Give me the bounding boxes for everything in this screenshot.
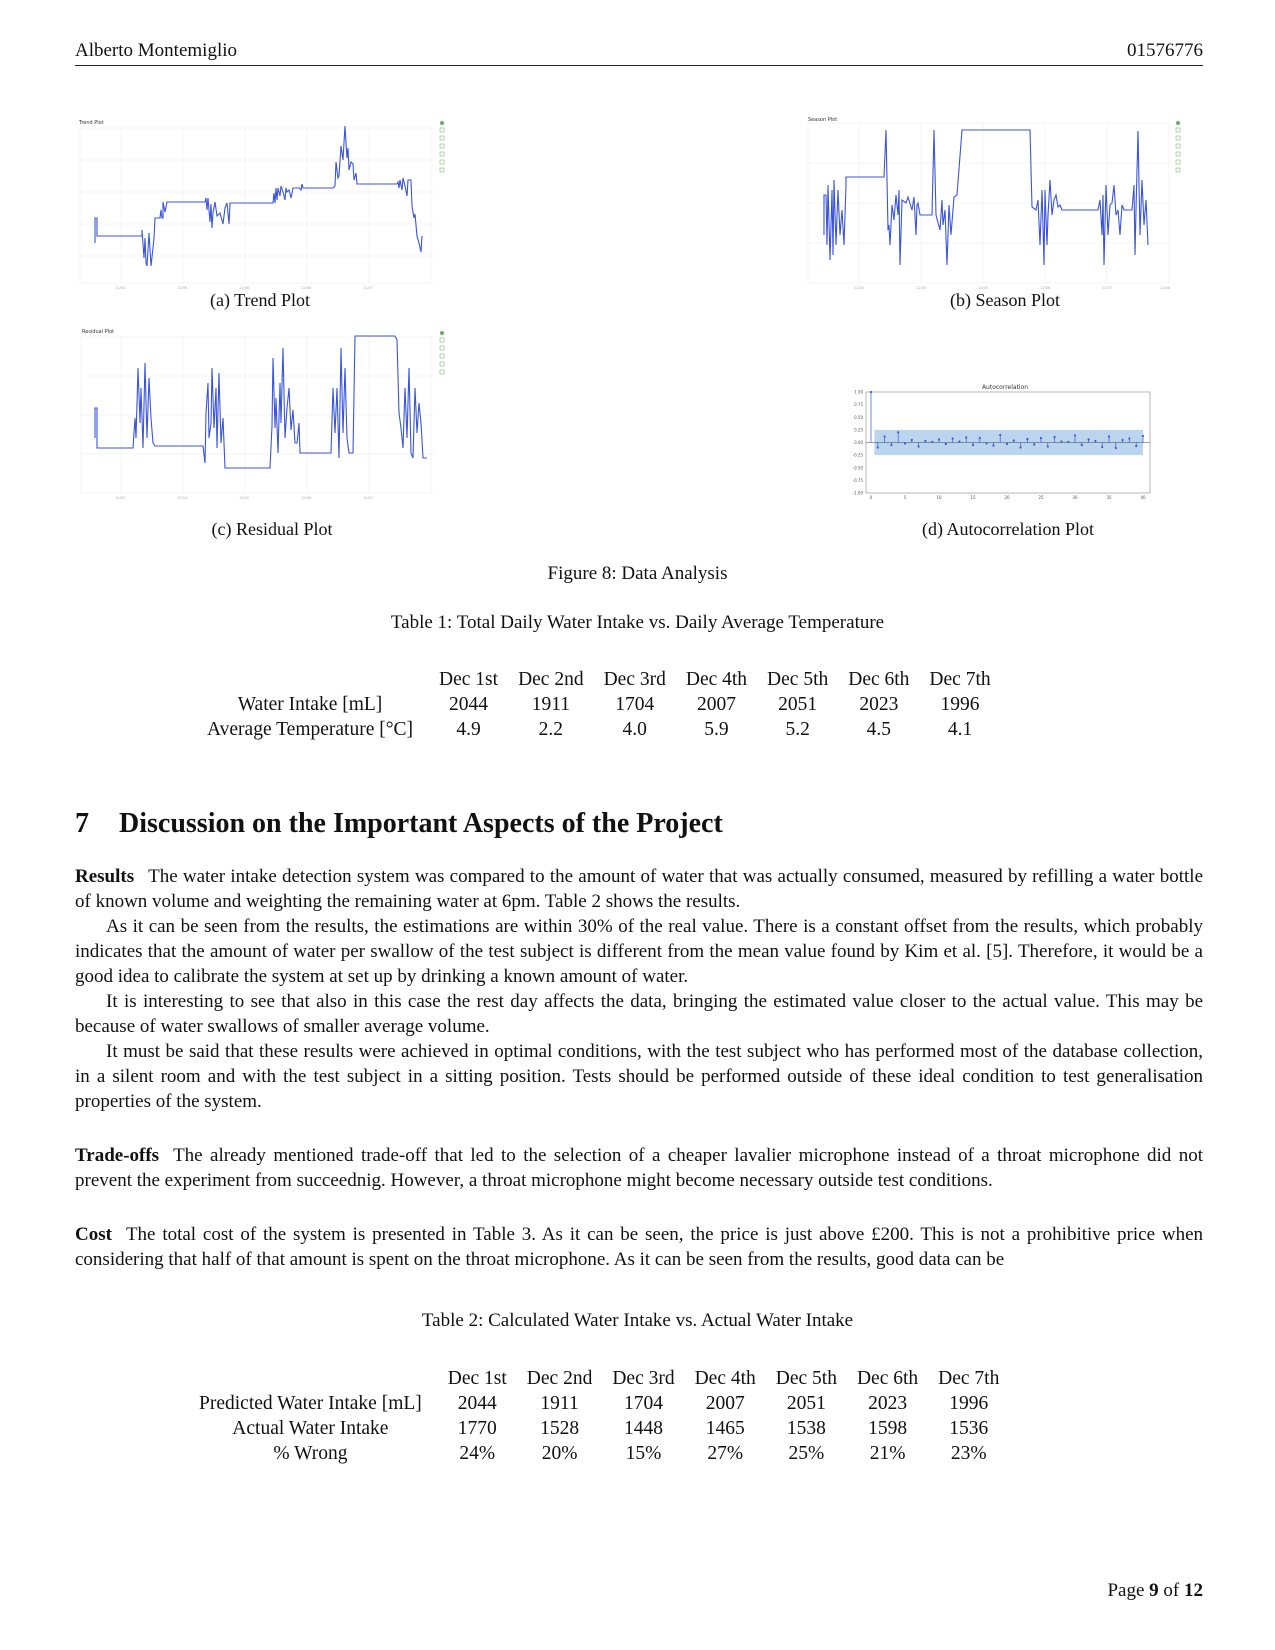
acf-point: [1067, 441, 1069, 443]
acf-xtick-label: 0: [869, 495, 873, 500]
table-cell: 1770: [457, 1418, 497, 1439]
caption-autocorrelation-plot: (d) Autocorrelation Plot: [922, 519, 1094, 539]
acf-point: [931, 441, 933, 443]
svg-text:12/06: 12/06: [301, 496, 312, 500]
acf-point: [904, 442, 906, 444]
acf-point: [1033, 443, 1035, 445]
table-cell: 15%: [625, 1443, 662, 1464]
acf-xtick-label: 30: [1072, 495, 1078, 500]
table-cell: 2007: [696, 694, 736, 715]
table-row: [189, 1441, 1009, 1466]
table-cell: 21%: [869, 1443, 906, 1464]
acf-point: [884, 435, 886, 437]
acf-point: [1128, 437, 1130, 439]
section-heading: [75, 808, 723, 840]
acf-point: [1040, 437, 1042, 439]
table-cell: 1465: [705, 1418, 745, 1439]
table-cell: 1704: [615, 694, 655, 715]
acf-xtick-label: 10: [936, 495, 942, 500]
acf-ytick-label: -0.50: [852, 465, 863, 471]
cost-text: The total cost of the system is presented in Table 3. As it can be seen, the price is just above £200. This is not a prohibitive price when considering that half of that amount is spent on the throat microphone. As it can be seen from the results, good data can be: [75, 1224, 1203, 1270]
acf-point: [979, 437, 981, 439]
table1-col-header: Dec 1st: [439, 669, 499, 690]
table2-col-header: Dec 1st: [447, 1368, 507, 1389]
results-text-4: It must be said that these results were achieved in optimal conditions, with the test subject who has performed most of the database collection, in a silent room and with the test subject in a sitting position. Tests should be performed outside of these ideal condition to test generalisation properties of the system.: [75, 1041, 1203, 1112]
acf-point: [1122, 439, 1124, 441]
residual-plot-title: Residual Plot: [82, 329, 115, 335]
page-number: [1107, 1580, 1203, 1602]
acf-point: [1088, 438, 1090, 440]
acf-point: [992, 444, 994, 446]
table2-col-header: Dec 6th: [856, 1368, 919, 1389]
acf-point: [986, 442, 988, 444]
section-title: Discussion on the Important Aspects of the Project: [119, 808, 723, 839]
acf-point: [952, 437, 954, 439]
header-rule: [75, 65, 1203, 66]
table-cell: 1911: [540, 1393, 579, 1414]
svg-text:12/04: 12/04: [177, 496, 188, 500]
acf-ytick-label: -0.75: [852, 477, 863, 483]
acf-point: [972, 444, 974, 446]
table-cell: 2023: [868, 1393, 908, 1414]
table1-col-header: Dec 6th: [848, 669, 910, 690]
table2-row-label: Actual Water Intake: [232, 1418, 389, 1439]
table1-header-row: [197, 667, 1001, 692]
table2-col-header: Dec 2nd: [526, 1368, 593, 1389]
acf-ytick-label: 0.00: [854, 440, 863, 445]
acf-point: [1006, 443, 1008, 445]
table-cell: 1448: [623, 1418, 663, 1439]
table-cell: 4.1: [947, 719, 973, 740]
table-cell: 5.2: [785, 719, 810, 740]
acf-point: [924, 440, 926, 442]
table1-col-header: Dec 7th: [929, 669, 991, 690]
results-text-1: The water intake detection system was compared to the amount of water that was actually consumed, measured by refilling a water bottle of known volume and weighting the remaining water at 6pm. Table 2 shows the results.: [75, 866, 1203, 912]
table2-row-label: Predicted Water Intake [mL]: [199, 1393, 422, 1414]
table1-col-header: Dec 4th: [685, 669, 748, 690]
table2-col-header: Dec 4th: [694, 1368, 756, 1389]
table-cell: 24%: [459, 1443, 496, 1464]
acf-point: [1054, 436, 1056, 438]
svg-text:12/07: 12/07: [1102, 286, 1113, 290]
table-cell: 2044: [449, 694, 489, 715]
acf-point: [1142, 435, 1144, 437]
table-cell: 1538: [786, 1418, 826, 1439]
svg-text:12/05: 12/05: [978, 286, 989, 290]
table-cell: 4.5: [866, 719, 892, 740]
svg-text:12/08: 12/08: [1160, 286, 1171, 290]
table-cell: 1528: [540, 1418, 580, 1439]
svg-text:12/06: 12/06: [177, 286, 188, 290]
acf-point: [1108, 435, 1110, 437]
table-cell: 1996: [940, 694, 980, 715]
table1-row-label: Average Temperature [°C]: [207, 719, 414, 740]
table-row: [197, 692, 1001, 717]
acf-ytick-label: 0.25: [854, 427, 863, 433]
acf-xtick-label: 35: [1106, 495, 1112, 500]
table-cell: 1996: [949, 1393, 989, 1414]
acf-point: [1047, 445, 1049, 447]
acf-title: Autocorrelation: [981, 384, 1029, 391]
table-cell: 2044: [457, 1393, 497, 1414]
trend-plot: [75, 118, 465, 293]
acf-point: [1115, 447, 1117, 449]
svg-text:12/06: 12/06: [301, 286, 312, 290]
header-student-id: 01576776: [1127, 40, 1203, 61]
acf-point: [897, 431, 899, 433]
table2-corner: [189, 1366, 438, 1391]
season-plot: [802, 115, 1192, 290]
acf-xtick-label: 40: [1140, 495, 1146, 500]
table-cell: 2023: [859, 694, 899, 715]
svg-text:12/07: 12/07: [363, 286, 374, 290]
trend-plot-title: Trend Plot: [79, 120, 104, 126]
table-cell: 23%: [950, 1443, 987, 1464]
season-plot-title: Season Plot: [808, 117, 838, 123]
table-cell: 1911: [531, 694, 570, 715]
acf-point: [945, 443, 947, 445]
residual-plot: [75, 328, 465, 503]
table1-col-header: Dec 2nd: [518, 669, 584, 690]
table1-caption: Table 1: Total Daily Water Intake vs. Daily Average Temperature: [390, 612, 885, 633]
acf-point: [1026, 438, 1028, 440]
page-current: 9: [1149, 1580, 1159, 1601]
svg-text:12/05: 12/05: [239, 496, 250, 500]
acf-point: [1013, 439, 1015, 441]
acf-point: [1135, 445, 1137, 447]
table1-col-header: Dec 5th: [767, 669, 829, 690]
table-cell: 5.9: [704, 719, 729, 740]
results-label: Results: [75, 866, 135, 887]
svg-text:12/06: 12/06: [239, 286, 250, 290]
table2-col-header: Dec 5th: [775, 1368, 837, 1389]
page-of: of: [1163, 1580, 1180, 1601]
svg-text:12/04: 12/04: [854, 286, 865, 290]
table2-row-label: % Wrong: [273, 1443, 348, 1464]
table1-corner: [197, 667, 429, 692]
acf-point: [1094, 440, 1096, 442]
table2-caption: Table 2: Calculated Water Intake vs. Actual Water Intake: [421, 1310, 854, 1331]
acf-point: [1101, 446, 1103, 448]
svg-text:12/05: 12/05: [916, 286, 927, 290]
acf-xtick-label: 25: [1038, 495, 1044, 500]
table1-col-header: Dec 3rd: [603, 669, 666, 690]
tradeoffs-text: The already mentioned trade-off that led to the selection of a cheaper lavalier microphone instead of a throat microphone did not prevent the experiment from succeednig. However, a throat microphone might become necessary outside test conditions.: [75, 1145, 1203, 1191]
svg-text:12/07: 12/07: [363, 496, 374, 500]
table2-header-row: [189, 1366, 1009, 1391]
table-cell: 1536: [949, 1418, 989, 1439]
table-cell: 25%: [788, 1443, 825, 1464]
caption-residual-plot: (c) Residual Plot: [211, 519, 333, 539]
acf-point: [870, 391, 872, 393]
acf-point: [999, 434, 1001, 436]
acf-point: [1060, 440, 1062, 442]
table-cell: 1704: [623, 1393, 663, 1414]
table2-col-header: Dec 3rd: [612, 1368, 675, 1389]
section-number: 7: [75, 808, 89, 839]
results-paragraphs: [75, 864, 1203, 1114]
acf-point: [1074, 434, 1076, 436]
acf-point: [1081, 444, 1083, 446]
table-row: [197, 717, 1001, 742]
acf-point: [1020, 446, 1022, 448]
acf-ytick-label: -0.25: [852, 452, 863, 458]
figure-caption: Figure 8: Data Analysis: [547, 563, 728, 584]
table-row: [189, 1391, 1009, 1416]
cost-label: Cost: [75, 1224, 112, 1245]
caption-season-plot: (b) Season Plot: [950, 290, 1060, 310]
acf-point: [918, 445, 920, 447]
tradeoffs-label: Trade-offs: [75, 1145, 160, 1166]
acf-point: [938, 438, 940, 440]
svg-text:12/03: 12/03: [115, 496, 126, 500]
table-row: [189, 1416, 1009, 1441]
table-cell: 2.2: [538, 719, 564, 740]
acf-ytick-label: 0.75: [854, 402, 863, 408]
acf-ytick-label: 1.00: [854, 389, 863, 395]
acf-ytick-label: -1.00: [852, 490, 863, 496]
svg-text:12/06: 12/06: [1040, 286, 1051, 290]
table-cell: 4.9: [456, 719, 481, 740]
acf-point: [877, 446, 879, 448]
acf-point: [965, 436, 967, 438]
autocorrelation-plot: [830, 382, 1170, 502]
acf-point: [958, 440, 960, 442]
table-cell: 27%: [707, 1443, 744, 1464]
page-prefix: Page: [1107, 1580, 1145, 1601]
acf-xtick-label: 15: [970, 495, 976, 500]
results-text-2: As it can be seen from the results, the estimations are within 30% of the real value. There is a constant offset from the results, which probably indicates that the amount of water per swallow of the test subject is different from the mean value found by Kim et al. [5]. Therefore, it would be a good idea to calibrate the system at set up by drinking a known amount of water.: [75, 916, 1203, 987]
acf-ytick-label: 0.50: [854, 414, 863, 420]
caption-trend-plot: (a) Trend Plot: [209, 290, 310, 310]
table1-row-label: Water Intake [mL]: [237, 694, 383, 715]
table1: [197, 667, 1001, 742]
table-cell: 20%: [541, 1443, 578, 1464]
acf-point: [890, 444, 892, 446]
table-cell: 2051: [786, 1393, 826, 1414]
svg-text:12/05: 12/05: [115, 286, 126, 290]
table-cell: 2007: [705, 1393, 745, 1414]
table-cell: 4.0: [622, 719, 647, 740]
tradeoffs-paragraph: [75, 1143, 1203, 1193]
table-cell: 2051: [778, 694, 818, 715]
acf-point: [911, 439, 913, 441]
cost-paragraph: [75, 1222, 1203, 1272]
table2-col-header: Dec 7th: [938, 1368, 1000, 1389]
results-text-3: It is interesting to see that also in this case the rest day affects the data, bringing the estimated value closer to the actual value. This may be because of water swallows of smaller average volume.: [75, 991, 1203, 1037]
page-total: 12: [1184, 1580, 1203, 1601]
header-author: Alberto Montemiglio: [75, 40, 238, 61]
table-cell: 1598: [868, 1418, 908, 1439]
table2: [189, 1366, 1009, 1466]
acf-xtick-label: 5: [903, 495, 907, 500]
acf-xtick-label: 20: [1004, 495, 1010, 500]
